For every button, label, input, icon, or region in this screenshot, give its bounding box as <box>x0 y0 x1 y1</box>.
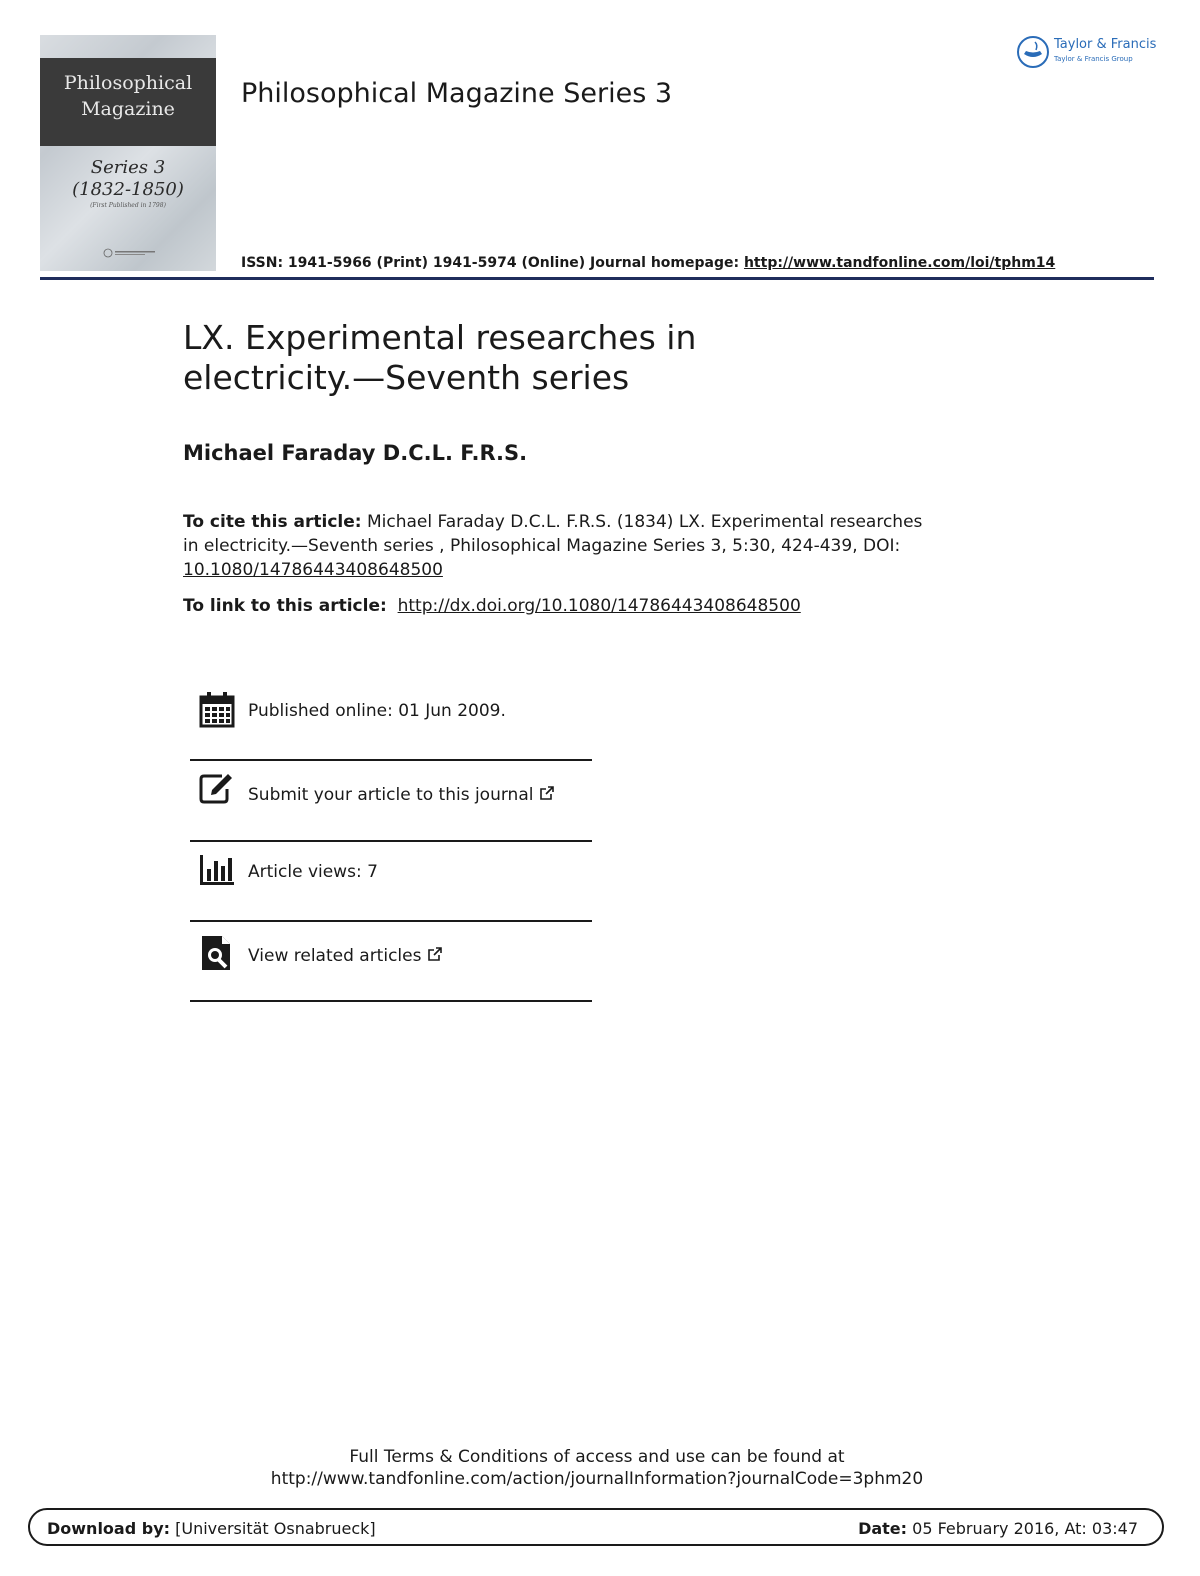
publisher-name: Taylor & Francis <box>1054 37 1157 52</box>
article-link[interactable]: http://dx.doi.org/10.1080/14786443408648500 <box>397 596 801 616</box>
cover-publisher-logo-icon <box>102 248 162 258</box>
terms-notice <box>0 1446 1194 1490</box>
cover-title-line1: Philosophical <box>63 72 193 94</box>
date-value: 05 February 2016, At: 03:47 <box>907 1519 1138 1538</box>
submit-row[interactable] <box>190 763 592 843</box>
info-divider <box>190 840 592 842</box>
cover-title-band <box>40 58 216 146</box>
info-divider <box>190 920 592 922</box>
external-link-icon <box>427 946 443 962</box>
cover-title-line2: Magazine <box>81 98 175 120</box>
views-row <box>190 843 592 923</box>
submit-article-label: Submit your article to this journal <box>248 785 534 805</box>
download-by <box>47 1519 376 1538</box>
journal-title: Philosophical Magazine Series 3 <box>241 78 673 109</box>
published-row <box>190 683 592 763</box>
external-link-icon <box>539 785 555 801</box>
terms-url[interactable]: http://www.tandfonline.com/action/journalInformation?journalCode=3phm20 <box>270 1469 924 1489</box>
article-title-line1: LX. Experimental researches in <box>183 318 697 357</box>
terms-line1: Full Terms & Conditions of access and use can be found at <box>349 1447 845 1467</box>
date-label: Date: <box>858 1519 908 1538</box>
cover-series-label: Series 3 <box>90 157 166 178</box>
article-views: Article views: 7 <box>248 862 378 882</box>
doi-link[interactable]: 10.1080/14786443408648500 <box>183 560 443 580</box>
calendar-icon <box>198 691 236 729</box>
journal-homepage-link[interactable]: http://www.tandfonline.com/loi/tphm14 <box>743 255 1056 271</box>
cover-fine-print: (First Published in 1798) <box>90 202 166 209</box>
link-line <box>183 596 801 616</box>
citation-block <box>183 510 923 582</box>
related-row[interactable] <box>190 923 592 1003</box>
download-date <box>858 1519 1138 1538</box>
article-title-line2: electricity.—Seventh series <box>183 358 630 397</box>
download-info-box <box>28 1508 1164 1546</box>
search-document-icon <box>198 934 236 972</box>
submit-article-link[interactable] <box>248 785 555 805</box>
article-author: Michael Faraday D.C.L. F.R.S. <box>183 441 528 465</box>
cite-text: Michael Faraday D.C.L. F.R.S. (1834) LX. Experimental researches in electricity.—Seventh series , Philosophical Magazine Series 3, 5:30, 424-439, DOI: <box>183 512 923 556</box>
cover-series <box>40 157 216 201</box>
bar-chart-icon <box>198 853 236 891</box>
published-online: Published online: 01 Jun 2009. <box>248 701 506 721</box>
related-articles-link[interactable] <box>248 946 443 966</box>
publisher-lamp-icon <box>1016 35 1050 69</box>
link-label: To link to this article: <box>183 596 387 616</box>
cover-years: (1832-1850) <box>72 179 184 200</box>
info-divider <box>190 1000 592 1002</box>
publisher-group: Taylor & Francis Group <box>1054 55 1133 63</box>
header-divider <box>40 277 1154 280</box>
issn-text: ISSN: 1941-5966 (Print) 1941-5974 (Online) Journal homepage: <box>241 255 744 271</box>
download-label: Download by: <box>47 1519 171 1538</box>
journal-cover <box>40 35 216 271</box>
info-divider <box>190 759 592 761</box>
edit-icon <box>198 769 236 807</box>
download-value: [Universität Osnabrueck] <box>170 1519 376 1538</box>
cite-label: To cite this article: <box>183 512 362 532</box>
publisher-logo[interactable] <box>1016 34 1158 70</box>
issn-line <box>241 255 1055 271</box>
related-articles-label: View related articles <box>248 946 422 966</box>
article-title <box>183 318 943 398</box>
